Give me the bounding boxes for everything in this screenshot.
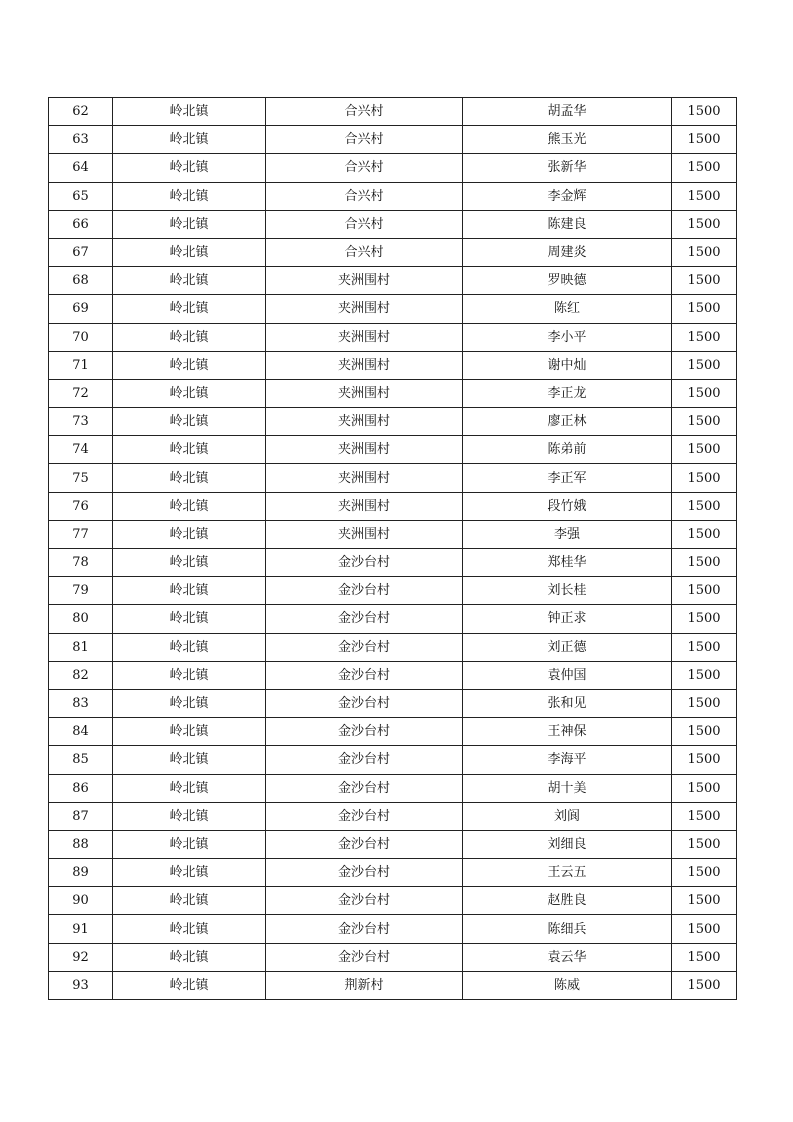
- table-row: [49, 605, 737, 633]
- name-cell: 胡十美: [463, 774, 672, 802]
- village-cell: 金沙台村: [266, 633, 463, 661]
- row-number-cell: 73: [49, 408, 113, 436]
- table-row: [49, 774, 737, 802]
- village-cell: 金沙台村: [266, 887, 463, 915]
- table-row: [49, 633, 737, 661]
- row-number-cell: 90: [49, 887, 113, 915]
- name-cell: 廖正林: [463, 408, 672, 436]
- village-cell: 金沙台村: [266, 577, 463, 605]
- name-cell: 郑桂华: [463, 549, 672, 577]
- town-cell: 岭北镇: [113, 351, 266, 379]
- row-number-cell: 65: [49, 182, 113, 210]
- amount-cell: 1500: [672, 774, 737, 802]
- town-cell: 岭北镇: [113, 661, 266, 689]
- town-cell: 岭北镇: [113, 210, 266, 238]
- name-cell: 胡孟华: [463, 98, 672, 126]
- amount-cell: 1500: [672, 126, 737, 154]
- name-cell: 张新华: [463, 154, 672, 182]
- table-row: [49, 182, 737, 210]
- table-row: [49, 689, 737, 717]
- amount-cell: 1500: [672, 267, 737, 295]
- subsidy-table: [48, 97, 737, 1000]
- table-row: [49, 943, 737, 971]
- table-row: [49, 210, 737, 238]
- village-cell: 合兴村: [266, 210, 463, 238]
- table-row: [49, 746, 737, 774]
- village-cell: 金沙台村: [266, 915, 463, 943]
- name-cell: 李正龙: [463, 379, 672, 407]
- town-cell: 岭北镇: [113, 633, 266, 661]
- table-row: [49, 295, 737, 323]
- table-row: [49, 154, 737, 182]
- row-number-cell: 79: [49, 577, 113, 605]
- amount-cell: 1500: [672, 436, 737, 464]
- amount-cell: 1500: [672, 154, 737, 182]
- table-row: [49, 887, 737, 915]
- table-row: [49, 126, 737, 154]
- village-cell: 夹洲围村: [266, 323, 463, 351]
- name-cell: 王云五: [463, 859, 672, 887]
- town-cell: 岭北镇: [113, 464, 266, 492]
- amount-cell: 1500: [672, 746, 737, 774]
- village-cell: 金沙台村: [266, 774, 463, 802]
- name-cell: 熊玉光: [463, 126, 672, 154]
- row-number-cell: 88: [49, 830, 113, 858]
- amount-cell: 1500: [672, 689, 737, 717]
- amount-cell: 1500: [672, 98, 737, 126]
- town-cell: 岭北镇: [113, 830, 266, 858]
- village-cell: 夹洲围村: [266, 267, 463, 295]
- table-row: [49, 492, 737, 520]
- village-cell: 夹洲围村: [266, 464, 463, 492]
- name-cell: 刘长桂: [463, 577, 672, 605]
- row-number-cell: 64: [49, 154, 113, 182]
- town-cell: 岭北镇: [113, 718, 266, 746]
- town-cell: 岭北镇: [113, 154, 266, 182]
- name-cell: 陈细兵: [463, 915, 672, 943]
- town-cell: 岭北镇: [113, 774, 266, 802]
- village-cell: 夹洲围村: [266, 520, 463, 548]
- table-row: [49, 915, 737, 943]
- amount-cell: 1500: [672, 295, 737, 323]
- town-cell: 岭北镇: [113, 436, 266, 464]
- town-cell: 岭北镇: [113, 577, 266, 605]
- table-row: [49, 464, 737, 492]
- village-cell: 合兴村: [266, 98, 463, 126]
- town-cell: 岭北镇: [113, 295, 266, 323]
- amount-cell: 1500: [672, 549, 737, 577]
- table-row: [49, 267, 737, 295]
- row-number-cell: 82: [49, 661, 113, 689]
- amount-cell: 1500: [672, 915, 737, 943]
- name-cell: 段竹娥: [463, 492, 672, 520]
- town-cell: 岭北镇: [113, 549, 266, 577]
- amount-cell: 1500: [672, 408, 737, 436]
- amount-cell: 1500: [672, 379, 737, 407]
- row-number-cell: 84: [49, 718, 113, 746]
- town-cell: 岭北镇: [113, 746, 266, 774]
- amount-cell: 1500: [672, 238, 737, 266]
- amount-cell: 1500: [672, 971, 737, 999]
- village-cell: 金沙台村: [266, 830, 463, 858]
- row-number-cell: 78: [49, 549, 113, 577]
- town-cell: 岭北镇: [113, 379, 266, 407]
- name-cell: 陈威: [463, 971, 672, 999]
- name-cell: 周建炎: [463, 238, 672, 266]
- table-row: [49, 379, 737, 407]
- table-row: [49, 830, 737, 858]
- village-cell: 金沙台村: [266, 661, 463, 689]
- table-row: [49, 238, 737, 266]
- town-cell: 岭北镇: [113, 520, 266, 548]
- amount-cell: 1500: [672, 830, 737, 858]
- town-cell: 岭北镇: [113, 238, 266, 266]
- amount-cell: 1500: [672, 492, 737, 520]
- table-row: [49, 718, 737, 746]
- village-cell: 金沙台村: [266, 549, 463, 577]
- village-cell: 夹洲围村: [266, 351, 463, 379]
- town-cell: 岭北镇: [113, 323, 266, 351]
- town-cell: 岭北镇: [113, 915, 266, 943]
- row-number-cell: 74: [49, 436, 113, 464]
- name-cell: 袁云华: [463, 943, 672, 971]
- name-cell: 李强: [463, 520, 672, 548]
- table-row: [49, 859, 737, 887]
- town-cell: 岭北镇: [113, 943, 266, 971]
- table-row: [49, 520, 737, 548]
- village-cell: 夹洲围村: [266, 295, 463, 323]
- amount-cell: 1500: [672, 520, 737, 548]
- village-cell: 金沙台村: [266, 718, 463, 746]
- row-number-cell: 77: [49, 520, 113, 548]
- name-cell: 刘阆: [463, 802, 672, 830]
- name-cell: 王神保: [463, 718, 672, 746]
- row-number-cell: 80: [49, 605, 113, 633]
- town-cell: 岭北镇: [113, 98, 266, 126]
- village-cell: 荆新村: [266, 971, 463, 999]
- town-cell: 岭北镇: [113, 126, 266, 154]
- town-cell: 岭北镇: [113, 408, 266, 436]
- town-cell: 岭北镇: [113, 267, 266, 295]
- village-cell: 合兴村: [266, 182, 463, 210]
- village-cell: 金沙台村: [266, 943, 463, 971]
- name-cell: 陈弟前: [463, 436, 672, 464]
- table-row: [49, 971, 737, 999]
- town-cell: 岭北镇: [113, 859, 266, 887]
- row-number-cell: 89: [49, 859, 113, 887]
- row-number-cell: 72: [49, 379, 113, 407]
- name-cell: 刘细良: [463, 830, 672, 858]
- row-number-cell: 69: [49, 295, 113, 323]
- table-row: [49, 549, 737, 577]
- name-cell: 谢中灿: [463, 351, 672, 379]
- town-cell: 岭北镇: [113, 182, 266, 210]
- village-cell: 夹洲围村: [266, 492, 463, 520]
- row-number-cell: 62: [49, 98, 113, 126]
- name-cell: 钟正求: [463, 605, 672, 633]
- village-cell: 夹洲围村: [266, 408, 463, 436]
- table-body: [49, 98, 737, 1000]
- village-cell: 夹洲围村: [266, 379, 463, 407]
- town-cell: 岭北镇: [113, 605, 266, 633]
- village-cell: 合兴村: [266, 126, 463, 154]
- village-cell: 金沙台村: [266, 605, 463, 633]
- row-number-cell: 75: [49, 464, 113, 492]
- row-number-cell: 70: [49, 323, 113, 351]
- table-row: [49, 577, 737, 605]
- town-cell: 岭北镇: [113, 689, 266, 717]
- row-number-cell: 86: [49, 774, 113, 802]
- amount-cell: 1500: [672, 464, 737, 492]
- row-number-cell: 71: [49, 351, 113, 379]
- row-number-cell: 68: [49, 267, 113, 295]
- village-cell: 金沙台村: [266, 689, 463, 717]
- name-cell: 李金辉: [463, 182, 672, 210]
- town-cell: 岭北镇: [113, 887, 266, 915]
- name-cell: 李海平: [463, 746, 672, 774]
- town-cell: 岭北镇: [113, 971, 266, 999]
- amount-cell: 1500: [672, 859, 737, 887]
- town-cell: 岭北镇: [113, 492, 266, 520]
- amount-cell: 1500: [672, 605, 737, 633]
- town-cell: 岭北镇: [113, 802, 266, 830]
- row-number-cell: 92: [49, 943, 113, 971]
- amount-cell: 1500: [672, 182, 737, 210]
- amount-cell: 1500: [672, 323, 737, 351]
- amount-cell: 1500: [672, 633, 737, 661]
- village-cell: 金沙台村: [266, 802, 463, 830]
- name-cell: 陈红: [463, 295, 672, 323]
- table-row: [49, 351, 737, 379]
- amount-cell: 1500: [672, 943, 737, 971]
- name-cell: 刘正德: [463, 633, 672, 661]
- name-cell: 李小平: [463, 323, 672, 351]
- village-cell: 金沙台村: [266, 859, 463, 887]
- table-row: [49, 661, 737, 689]
- amount-cell: 1500: [672, 577, 737, 605]
- village-cell: 合兴村: [266, 238, 463, 266]
- village-cell: 合兴村: [266, 154, 463, 182]
- village-cell: 金沙台村: [266, 746, 463, 774]
- amount-cell: 1500: [672, 802, 737, 830]
- row-number-cell: 85: [49, 746, 113, 774]
- row-number-cell: 93: [49, 971, 113, 999]
- row-number-cell: 66: [49, 210, 113, 238]
- table-row: [49, 323, 737, 351]
- table-row: [49, 436, 737, 464]
- name-cell: 张和见: [463, 689, 672, 717]
- name-cell: 李正军: [463, 464, 672, 492]
- name-cell: 罗映德: [463, 267, 672, 295]
- amount-cell: 1500: [672, 718, 737, 746]
- name-cell: 袁仲国: [463, 661, 672, 689]
- amount-cell: 1500: [672, 887, 737, 915]
- village-cell: 夹洲围村: [266, 436, 463, 464]
- amount-cell: 1500: [672, 210, 737, 238]
- row-number-cell: 67: [49, 238, 113, 266]
- name-cell: 陈建良: [463, 210, 672, 238]
- table-row: [49, 98, 737, 126]
- table-row: [49, 408, 737, 436]
- amount-cell: 1500: [672, 351, 737, 379]
- amount-cell: 1500: [672, 661, 737, 689]
- row-number-cell: 83: [49, 689, 113, 717]
- row-number-cell: 63: [49, 126, 113, 154]
- table-row: [49, 802, 737, 830]
- row-number-cell: 91: [49, 915, 113, 943]
- name-cell: 赵胜良: [463, 887, 672, 915]
- row-number-cell: 81: [49, 633, 113, 661]
- row-number-cell: 87: [49, 802, 113, 830]
- row-number-cell: 76: [49, 492, 113, 520]
